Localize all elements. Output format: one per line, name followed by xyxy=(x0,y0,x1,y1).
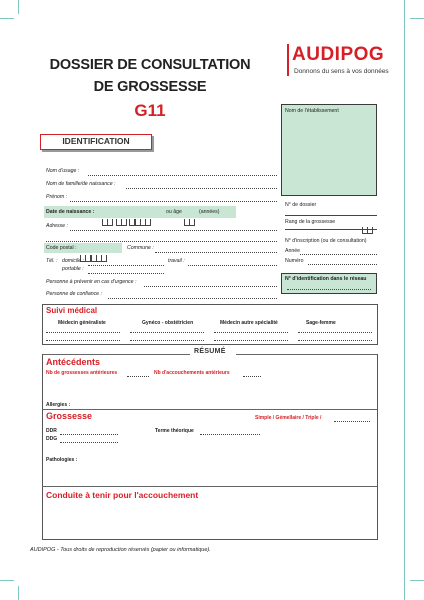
field-urgence-label: Personne à prévenir en cas d'urgence : xyxy=(46,279,137,285)
resume-section xyxy=(42,354,378,540)
suivi-autre-input-2[interactable] xyxy=(214,340,288,341)
ddr-label: DDR xyxy=(46,428,57,434)
antecedents-title: Antécédents xyxy=(46,357,101,367)
logo-tagline: Donnons du sens à vos données xyxy=(294,68,389,75)
suivi-autre-input-1[interactable] xyxy=(214,332,288,333)
rang-label: Rang de la grossesse xyxy=(285,219,336,225)
field-prenom-label: Prénom : xyxy=(46,194,68,200)
suivi-generaliste-input-1[interactable] xyxy=(46,332,120,333)
field-commune-input[interactable] xyxy=(155,252,277,253)
ou-age-label: ou âge xyxy=(166,209,182,215)
field-portable-input[interactable] xyxy=(88,273,164,274)
crop-line-right-bottom xyxy=(410,580,424,581)
suivi-col-autre: Médecin autre spécialité xyxy=(220,320,278,326)
suivi-sage-femme-input-1[interactable] xyxy=(298,332,372,333)
field-portable-label: portable : xyxy=(62,266,84,272)
suivi-gyneco-input-1[interactable] xyxy=(130,332,204,333)
field-prenom-input[interactable] xyxy=(70,201,277,202)
pathologies-label: Pathologies : xyxy=(46,457,78,463)
suivi-sage-femme-input-2[interactable] xyxy=(298,340,372,341)
grossesse-type-label: Simple / Gémellaire / Triple / xyxy=(255,415,322,421)
field-urgence-input[interactable] xyxy=(144,286,277,287)
field-commune-label: Commune : xyxy=(127,245,154,251)
nb-grossesses-label: Nb de grossesses antérieures xyxy=(46,370,118,376)
terme-label: Terme théorique xyxy=(155,428,194,434)
reseau-label: N° d'identification dans le réseau xyxy=(285,276,367,282)
nb-grossesses-input[interactable] xyxy=(127,376,149,377)
inscription-label: N° d'inscription (ou de consultation) xyxy=(285,238,367,244)
allergies-label: Allergies : xyxy=(46,402,71,408)
crop-line-left-bottom xyxy=(0,580,14,581)
ddg-label: DDG xyxy=(46,436,58,442)
suivi-medical-title: Suivi médical xyxy=(46,306,98,315)
field-confiance-label: Personne de confiance : xyxy=(46,291,102,297)
field-date-naissance-label: Date de naissance : xyxy=(46,209,95,215)
terme-input[interactable] xyxy=(200,434,260,435)
rang-cells[interactable] xyxy=(362,216,373,234)
field-travail-label: travail : xyxy=(168,258,185,264)
crop-line-bottom-left xyxy=(18,586,19,600)
grossesse-divider xyxy=(42,486,378,487)
grossesse-title: Grossesse xyxy=(46,411,93,421)
etablissement-box[interactable] xyxy=(281,104,377,196)
field-adresse-input-2[interactable] xyxy=(46,241,277,242)
suivi-generaliste-input-2[interactable] xyxy=(46,340,120,341)
footer-copyright: AUDIPOG - Tous droits de reproduction réservés (papier ou informatique). xyxy=(30,547,211,553)
date-naissance-cells[interactable] xyxy=(102,208,151,226)
logo-bar xyxy=(287,44,289,76)
crop-line-right xyxy=(404,0,405,600)
resume-heading: RÉSUMÉ xyxy=(194,348,226,355)
rang-underline xyxy=(285,229,377,230)
suivi-col-generaliste: Médecin généraliste xyxy=(58,320,106,326)
antecedents-divider xyxy=(42,409,378,410)
field-code-postal-label: Code postal : xyxy=(46,245,77,251)
logo-audipog: AUDIPOG xyxy=(292,44,385,65)
field-nom-famille-label: Nom de famille/de naissance : xyxy=(46,181,116,187)
suivi-col-gyneco: Gynéco - obstétricien xyxy=(142,320,194,326)
nb-accouchements-input[interactable] xyxy=(243,376,261,377)
nb-accouchements-label: Nb d'accouchements antérieurs xyxy=(154,370,230,376)
field-domicile-label: domicile : xyxy=(62,258,84,264)
document-code: G11 xyxy=(134,101,166,120)
field-nom-famille-input[interactable] xyxy=(126,188,277,189)
conduite-title: Conduite à tenir pour l'accouchement xyxy=(46,490,199,500)
grossesse-type-input[interactable] xyxy=(334,421,370,422)
identification-heading: IDENTIFICATION xyxy=(40,134,152,150)
suivi-gyneco-input-2[interactable] xyxy=(130,340,204,341)
document-title-line1: DOSSIER DE CONSULTATION xyxy=(49,57,251,73)
document-title-line2: DE GROSSESSE xyxy=(93,79,207,95)
reseau-input[interactable] xyxy=(287,289,371,290)
field-nom-usage-input[interactable] xyxy=(88,175,277,176)
annee-input[interactable] xyxy=(300,254,377,255)
field-tel-label: Tél. : xyxy=(46,258,58,264)
numero-input[interactable] xyxy=(308,264,377,265)
crop-line-left-top xyxy=(0,18,14,19)
field-confiance-input[interactable] xyxy=(108,298,277,299)
field-travail-input[interactable] xyxy=(188,265,277,266)
etablissement-label: Nom de l'établissement xyxy=(285,108,339,114)
suivi-col-sage-femme: Sage-femme xyxy=(306,320,336,326)
ddg-input[interactable] xyxy=(60,442,118,443)
ddr-input[interactable] xyxy=(60,434,118,435)
crop-line-right-top xyxy=(410,18,424,19)
field-adresse-label: Adresse : xyxy=(46,223,68,229)
annees-label: (années) xyxy=(199,209,220,215)
field-nom-usage-label: Nom d'usage : xyxy=(46,168,80,174)
field-adresse-input[interactable] xyxy=(70,230,277,231)
age-cells[interactable] xyxy=(184,208,195,226)
annee-label: Année xyxy=(285,248,301,254)
field-domicile-input[interactable] xyxy=(88,265,164,266)
crop-line-top-left xyxy=(18,0,19,14)
dossier-label: N° de dossier xyxy=(285,202,317,208)
numero-label: Numéro xyxy=(285,258,304,264)
